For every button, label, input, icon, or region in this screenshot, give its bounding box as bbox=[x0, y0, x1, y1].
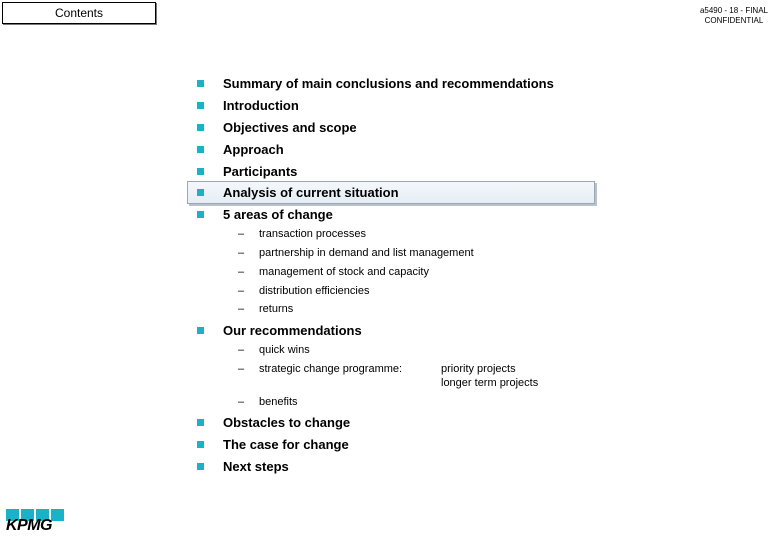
sub-item-label: transaction processes bbox=[259, 228, 366, 240]
contents-item-label: Objectives and scope bbox=[223, 119, 357, 135]
square-bullet-icon bbox=[197, 211, 204, 218]
document-code: a5490 - 18 - FINAL bbox=[699, 6, 768, 15]
sub-item-partnership bbox=[237, 246, 474, 260]
square-bullet-icon bbox=[197, 146, 204, 153]
contents-item-next-steps bbox=[197, 457, 289, 475]
contents-item-label: Approach bbox=[223, 141, 284, 157]
square-bullet-icon bbox=[197, 189, 204, 196]
dash-bullet: – bbox=[237, 303, 245, 315]
contents-item-label: 5 areas of change bbox=[223, 206, 333, 222]
confidential-label: CONFIDENTIAL bbox=[704, 16, 764, 25]
dash-bullet: – bbox=[237, 396, 245, 408]
contents-item-participants bbox=[197, 162, 297, 180]
longer-term-projects-label: longer term projects bbox=[441, 377, 539, 389]
contents-item-label: The case for change bbox=[223, 436, 349, 452]
logo-wordmark: KPMG bbox=[6, 517, 52, 534]
sub-item-label: returns bbox=[259, 303, 294, 315]
sub-item-quick-wins bbox=[237, 343, 310, 357]
sub-item-label: strategic change programme: bbox=[259, 363, 403, 375]
contents-item-areas-of-change bbox=[197, 205, 333, 223]
contents-item-label: Analysis of current situation bbox=[223, 184, 399, 200]
contents-item-objectives bbox=[197, 118, 357, 136]
contents-item-label: Introduction bbox=[223, 97, 299, 113]
contents-item-label: Summary of main conclusions and recommendations bbox=[223, 75, 554, 91]
square-bullet-icon bbox=[197, 463, 204, 470]
square-bullet-icon bbox=[197, 124, 204, 131]
document-reference bbox=[700, 6, 768, 26]
contents-item-summary bbox=[197, 74, 554, 92]
sub-item-label: management of stock and capacity bbox=[259, 266, 429, 278]
sub-item-label: partnership in demand and list management bbox=[259, 247, 474, 259]
contents-item-label: Obstacles to change bbox=[223, 414, 351, 430]
sub-item-returns bbox=[237, 302, 293, 316]
dash-bullet: – bbox=[237, 266, 245, 278]
contents-item-analysis bbox=[197, 183, 399, 201]
contents-item-label: Our recommendations bbox=[223, 322, 362, 338]
contents-item-introduction bbox=[197, 96, 299, 114]
contents-item-label: Next steps bbox=[223, 458, 289, 474]
priority-projects-label: priority projects bbox=[441, 363, 516, 375]
sub-item-label: benefits bbox=[259, 396, 298, 408]
sub-item-label: quick wins bbox=[259, 344, 310, 356]
dash-bullet: – bbox=[237, 363, 245, 375]
dash-bullet: – bbox=[237, 228, 245, 240]
square-bullet-icon bbox=[197, 441, 204, 448]
square-bullet-icon bbox=[197, 168, 204, 175]
contents-item-case-for-change bbox=[197, 435, 349, 453]
contents-item-obstacles bbox=[197, 413, 350, 431]
contents-item-approach bbox=[197, 140, 284, 158]
dash-bullet: – bbox=[237, 285, 245, 297]
sub-item-transaction-processes bbox=[237, 227, 366, 241]
square-bullet-icon bbox=[197, 80, 204, 87]
square-bullet-icon bbox=[197, 419, 204, 426]
sub-item-label: distribution efficiencies bbox=[259, 285, 370, 297]
strategic-programme-details bbox=[441, 362, 538, 390]
sub-item-strategic-programme bbox=[237, 362, 402, 376]
dash-bullet: – bbox=[237, 247, 245, 259]
slide-title: Contents bbox=[54, 6, 104, 20]
sub-item-distribution bbox=[237, 284, 369, 298]
square-bullet-icon bbox=[197, 102, 204, 109]
dash-bullet: – bbox=[237, 344, 245, 356]
slide-title-box bbox=[2, 2, 156, 24]
sub-item-stock-capacity bbox=[237, 265, 429, 279]
kpmg-logo bbox=[6, 509, 66, 537]
square-bullet-icon bbox=[197, 327, 204, 334]
sub-item-benefits bbox=[237, 395, 298, 409]
contents-item-label: Participants bbox=[223, 163, 298, 179]
contents-item-recommendations bbox=[197, 321, 362, 339]
